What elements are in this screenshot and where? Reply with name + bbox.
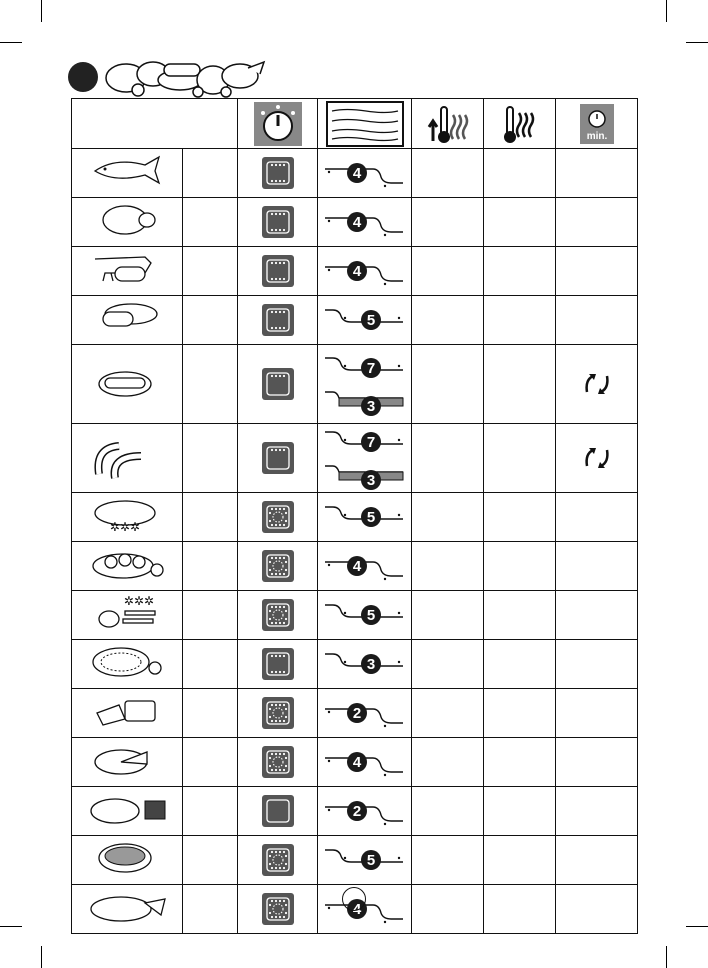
oven-mode-dial-icon: [253, 101, 303, 147]
time-cell: [556, 424, 638, 493]
temperature-cell: [484, 493, 556, 542]
shelf-cell: [318, 149, 412, 198]
temperature-cell: [484, 198, 556, 247]
temperature-cell: [484, 885, 556, 934]
crop-mark: [0, 926, 22, 927]
time-cell: [556, 296, 638, 345]
crop-mark: [41, 0, 42, 22]
fan-heat-icon: [260, 597, 296, 633]
table-row: [72, 640, 638, 689]
shelf-level-4-icon: [323, 155, 407, 191]
svg-text:5: 5: [366, 852, 375, 869]
fish-icon: [85, 149, 169, 197]
notes-cell: [183, 885, 238, 934]
cheesecake-icon: [85, 738, 169, 786]
shelf-cell: [318, 787, 412, 836]
grill-icon: [260, 366, 296, 402]
notes-cell: [183, 424, 238, 493]
temperature-cell: [484, 591, 556, 640]
food-illustration-icon: [98, 50, 268, 100]
shelf-level-5-icon: [323, 597, 407, 633]
mode-cell: [238, 345, 318, 424]
shelf-level-4-icon: [323, 744, 407, 780]
food-cell: [72, 345, 183, 424]
crop-mark: [686, 926, 708, 927]
preheat-cell: [412, 836, 484, 885]
shelf-cell: [318, 493, 412, 542]
food-cell: [72, 591, 183, 640]
svg-text:4: 4: [352, 754, 361, 771]
bottom-heat-icon: [260, 793, 296, 829]
temperature-cell: [484, 345, 556, 424]
shelf-header-cell: [318, 99, 412, 149]
mode-cell: [238, 424, 318, 493]
table-row: [72, 493, 638, 542]
crop-mark: [0, 42, 22, 43]
crop-mark: [666, 0, 667, 22]
mode-cell: [238, 738, 318, 787]
mode-header-cell: [238, 99, 318, 149]
top-bottom-heat-icon: [260, 253, 296, 289]
time-cell: [556, 198, 638, 247]
fan-heat-icon: [260, 744, 296, 780]
mode-cell: [238, 247, 318, 296]
stuffed-tomatoes-icon: [85, 542, 169, 590]
apple-tart-icon: [85, 640, 169, 688]
table-row: [72, 247, 638, 296]
temperature-cell: [484, 836, 556, 885]
shelf-level-2-icon: [323, 793, 407, 829]
table-row: [72, 689, 638, 738]
svg-text:4: 4: [352, 214, 361, 231]
mode-cell: [238, 542, 318, 591]
food-cell: [72, 149, 183, 198]
preheat-cell: [412, 493, 484, 542]
table-row: [72, 296, 638, 345]
shelf-level-3-icon: [323, 646, 407, 682]
baked-dessert-icon: [85, 787, 169, 835]
preheat-temperature-icon: [423, 101, 473, 147]
quiche-icon: [85, 885, 169, 933]
timer-unit-label: min.: [586, 130, 607, 142]
temperature-cell: [484, 542, 556, 591]
shelf-cell: [318, 345, 412, 424]
fan-heat-icon: [260, 842, 296, 878]
time-cell: [556, 591, 638, 640]
turn-over-icon: [579, 442, 615, 474]
mode-cell: [238, 640, 318, 689]
shelf-level-4-icon: [323, 204, 407, 240]
notes-cell: [183, 247, 238, 296]
svg-text:✲✲✲: ✲✲✲: [109, 520, 141, 534]
table-row: [72, 149, 638, 198]
preheat-cell: [412, 198, 484, 247]
grill-icon: [260, 440, 296, 476]
drip-tray-level-3-icon: [323, 460, 407, 492]
preheat-cell: [412, 345, 484, 424]
section-badge: [68, 62, 98, 92]
food-cell: [72, 787, 183, 836]
fan-heat-icon: [260, 891, 296, 927]
shelf-cell: [318, 296, 412, 345]
temperature-cell: [484, 689, 556, 738]
shelf-level-7-icon: [323, 350, 407, 386]
cooking-temperature-icon: [495, 101, 545, 147]
food-cell: [72, 198, 183, 247]
notes-cell: [183, 149, 238, 198]
notes-cell: [183, 640, 238, 689]
preheat-cell: [412, 787, 484, 836]
svg-text:2: 2: [352, 803, 361, 820]
svg-text:2: 2: [352, 705, 361, 722]
food-cell: [72, 247, 183, 296]
shelf-level-2-icon: [323, 695, 407, 731]
shelf-level-5-icon: [323, 842, 407, 878]
shelf-cell: [318, 836, 412, 885]
notes-cell: [183, 493, 238, 542]
notes-cell: [183, 836, 238, 885]
preheat-cell: [412, 424, 484, 493]
shelf-cell: [318, 247, 412, 296]
food-cell: [72, 296, 183, 345]
preheat-cell: [412, 640, 484, 689]
top-bottom-heat-icon: [260, 646, 296, 682]
notes-cell: [183, 591, 238, 640]
food-header-cell: [72, 99, 238, 149]
mode-cell: [238, 296, 318, 345]
time-cell: [556, 836, 638, 885]
food-cell: [72, 836, 183, 885]
svg-text:5: 5: [366, 607, 375, 624]
time-cell: [556, 689, 638, 738]
notes-cell: [183, 345, 238, 424]
svg-text:4: 4: [352, 901, 361, 918]
crop-mark: [666, 946, 667, 968]
table-row: [72, 836, 638, 885]
shelf-level-5-icon: [323, 302, 407, 338]
svg-text:7: 7: [366, 360, 375, 377]
time-cell: [556, 885, 638, 934]
top-bottom-heat-icon: [260, 155, 296, 191]
time-cell: [556, 345, 638, 424]
time-cell: [556, 493, 638, 542]
bread-loaf-icon: [85, 689, 169, 737]
table-row: [72, 198, 638, 247]
preheat-cell: [412, 885, 484, 934]
shelf-level-4-icon: [323, 253, 407, 289]
mode-cell: [238, 836, 318, 885]
preheat-cell: [412, 149, 484, 198]
notes-cell: [183, 198, 238, 247]
time-cell: [556, 149, 638, 198]
notes-cell: [183, 787, 238, 836]
shelf-cell: [318, 885, 412, 934]
pork-roast-icon: [85, 296, 169, 344]
shelf-cell: [318, 542, 412, 591]
table-row: [72, 591, 638, 640]
food-cell: [72, 640, 183, 689]
svg-text:3: 3: [366, 398, 375, 415]
time-cell: [556, 247, 638, 296]
notes-cell: [183, 738, 238, 787]
table-row: [72, 345, 638, 424]
notes-cell: [183, 296, 238, 345]
timer-icon: [579, 103, 615, 145]
mode-cell: [238, 198, 318, 247]
time-cell: [556, 738, 638, 787]
preheat-cell: [412, 689, 484, 738]
food-cell: [72, 738, 183, 787]
mode-cell: [238, 591, 318, 640]
temperature-cell: [484, 787, 556, 836]
frozen-pizza-icon: [85, 493, 169, 541]
svg-text:4: 4: [352, 263, 361, 280]
preheat-header-cell: [412, 99, 484, 149]
shelf-cell: [318, 689, 412, 738]
notes-cell: [183, 689, 238, 738]
fan-heat-icon: [260, 548, 296, 584]
preheat-cell: [412, 738, 484, 787]
mode-cell: [238, 689, 318, 738]
table-row: [72, 738, 638, 787]
shelf-cell: [318, 424, 412, 493]
table-row: [72, 424, 638, 493]
shelf-level-7-icon: [323, 424, 407, 460]
temperature-cell: [484, 424, 556, 493]
svg-text:7: 7: [366, 434, 375, 451]
chicken-icon: [85, 198, 169, 246]
temperature-cell: [484, 640, 556, 689]
preheat-cell: [412, 247, 484, 296]
mode-cell: [238, 493, 318, 542]
svg-text:4: 4: [352, 558, 361, 575]
food-cell: [72, 885, 183, 934]
svg-text:4: 4: [352, 165, 361, 182]
shelf-cell: [318, 738, 412, 787]
cooking-table: [71, 98, 638, 934]
turn-over-icon: [579, 368, 615, 400]
shelf-cell: [318, 198, 412, 247]
table-row: [72, 542, 638, 591]
notes-cell: [183, 542, 238, 591]
sausages-icon: [85, 434, 169, 482]
temperature-cell: [484, 296, 556, 345]
shelf-level-4-icon: [323, 548, 407, 584]
table-row: [72, 787, 638, 836]
time-header-cell: [556, 99, 638, 149]
pie-icon: [85, 836, 169, 884]
top-bottom-heat-icon: [260, 204, 296, 240]
mode-cell: [238, 149, 318, 198]
svg-text:3: 3: [366, 656, 375, 673]
preheat-cell: [412, 296, 484, 345]
temperature-cell: [484, 738, 556, 787]
beef-roast-icon: [85, 247, 169, 295]
crop-mark: [686, 42, 708, 43]
temperature-header-cell: [484, 99, 556, 149]
temperature-cell: [484, 149, 556, 198]
food-cell: [72, 542, 183, 591]
time-cell: [556, 640, 638, 689]
crop-mark: [41, 946, 42, 968]
svg-text:5: 5: [366, 509, 375, 526]
food-cell: [72, 424, 183, 493]
time-cell: [556, 787, 638, 836]
shelf-position-icon: [326, 101, 404, 147]
food-cell: [72, 689, 183, 738]
shelf-cell: [318, 640, 412, 689]
food-cell: [72, 493, 183, 542]
table-header-row: [72, 99, 638, 149]
frozen-fries-icon: [85, 591, 169, 639]
top-bottom-heat-icon: [260, 302, 296, 338]
preheat-cell: [412, 542, 484, 591]
time-cell: [556, 542, 638, 591]
fan-heat-icon: [260, 499, 296, 535]
preheat-cell: [412, 591, 484, 640]
drip-tray-level-3-icon: [323, 386, 407, 418]
svg-text:✲✲✲: ✲✲✲: [123, 594, 155, 608]
fan-heat-icon: [260, 695, 296, 731]
page-number-circle: [342, 887, 366, 911]
svg-text:3: 3: [366, 472, 375, 489]
mode-cell: [238, 885, 318, 934]
shelf-cell: [318, 591, 412, 640]
pork-chops-icon: [85, 360, 169, 408]
temperature-cell: [484, 247, 556, 296]
svg-text:5: 5: [366, 312, 375, 329]
mode-cell: [238, 787, 318, 836]
shelf-level-5-icon: [323, 499, 407, 535]
